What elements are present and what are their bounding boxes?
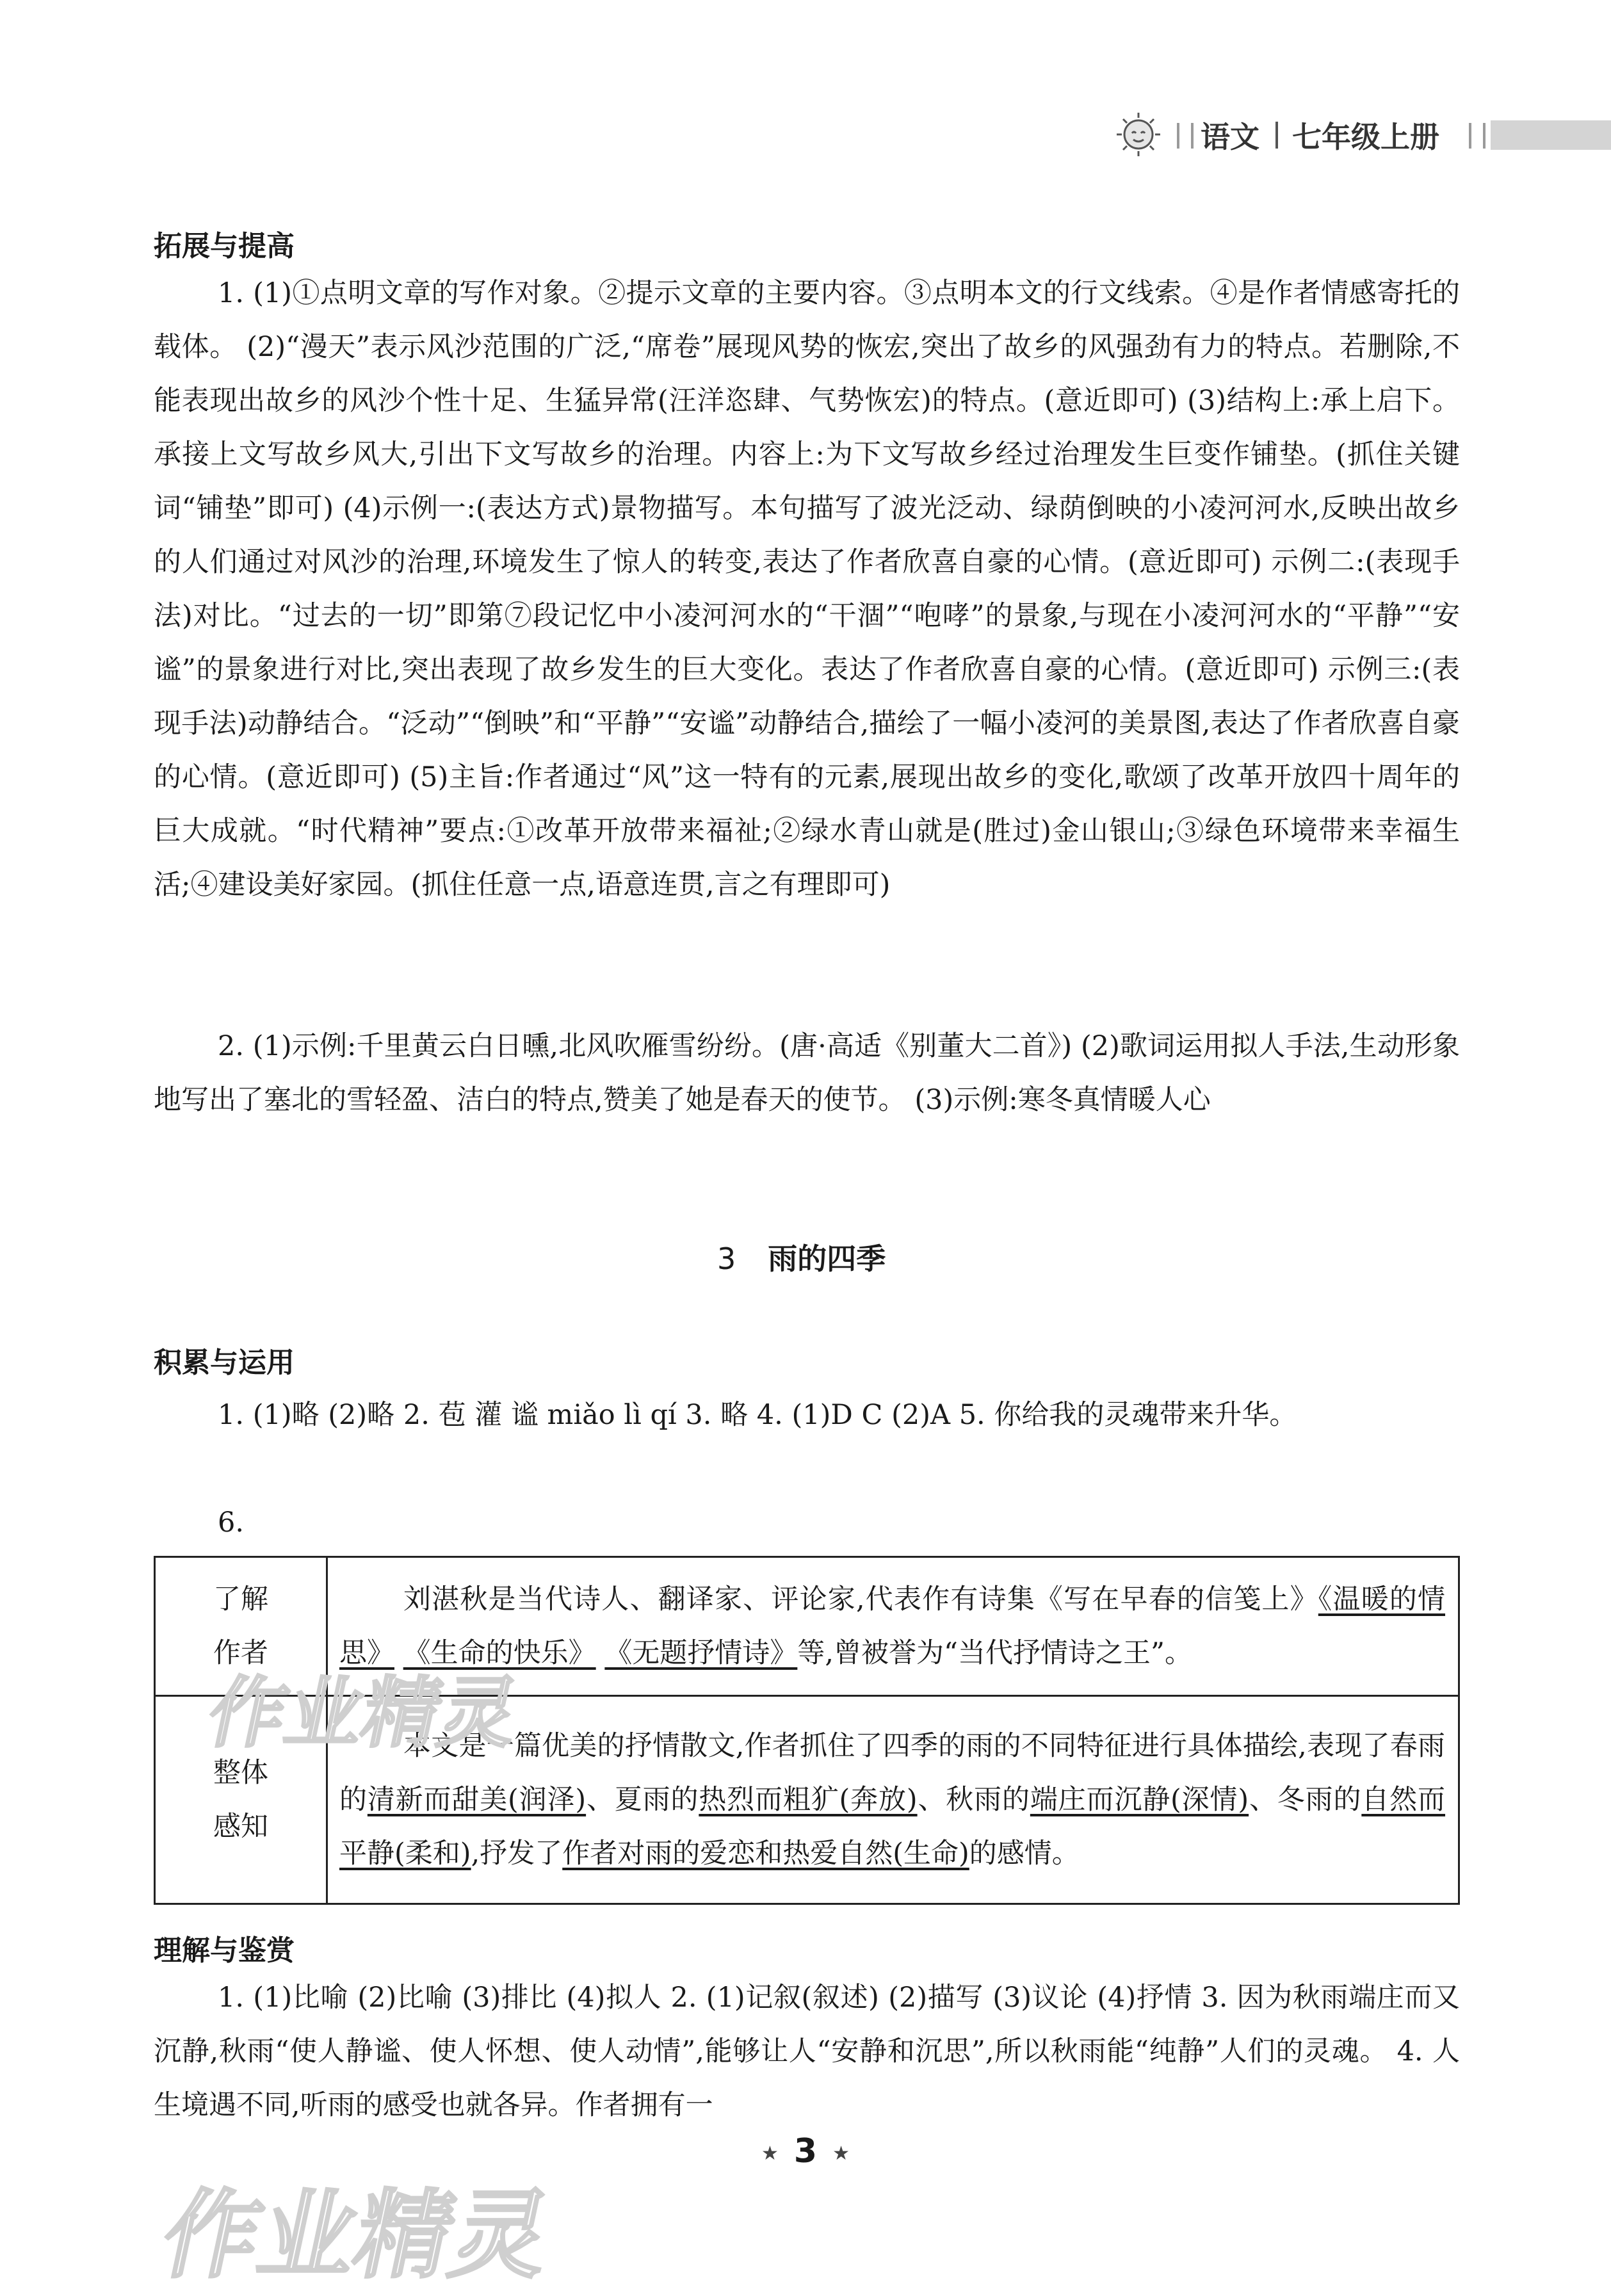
body-text: ,抒发了 bbox=[471, 1838, 563, 1870]
answer-paragraph: 1. (1)比喻 (2)比喻 (3)排比 (4)拟人 2. (1)记叙(叙述) (2)描写 (3)议论 (4)抒情 3. 因为秋雨端庄而又沉静,秋雨“使人静谧、使人怀想、使人动情”,能够让人“安静和沉思”,所以秋雨能“纯静”人们的灵魂。 4. 人生境遇不同,听雨的感受也就各异。作者拥有一 bbox=[154, 1982, 1460, 2121]
underlined-answer: 热烈而粗犷(奔放) bbox=[699, 1784, 918, 1816]
header-divider-bars bbox=[1177, 123, 1194, 149]
lesson-number: 3 bbox=[717, 1241, 736, 1276]
sun-mascot-icon bbox=[1113, 109, 1164, 160]
body-text: 、冬雨的 bbox=[1249, 1784, 1362, 1816]
row-head-line: 作者 bbox=[213, 1637, 268, 1669]
section-heading-accumulation: 积累与运用 bbox=[154, 1346, 295, 1379]
page-number: 3 bbox=[793, 2132, 818, 2171]
header-separator bbox=[1275, 122, 1278, 149]
underlined-work: 《写在早春的信笺上》 bbox=[1035, 1583, 1318, 1615]
underlined-work: 《温暖的情思》 bbox=[339, 1583, 1446, 1669]
body-text: 等,曾被誉为“当代抒情诗之王”。 bbox=[797, 1637, 1192, 1669]
header-subject: 语文 bbox=[1201, 120, 1259, 154]
section-heading-extension: 拓展与提高 bbox=[154, 230, 295, 263]
body-text: 刘湛秋是当代诗人、翻译家、评论家,代表作有诗集 bbox=[403, 1583, 1035, 1615]
header-divider-bars bbox=[1469, 123, 1486, 149]
answer-paragraph: 1. (1)略 (2)略 2. 苞 灌 谧 miǎo lì qí 3. 略 4. (1)D C (2)A 5. 你给我的灵魂带来升华。 bbox=[218, 1399, 1297, 1431]
star-icon: ★ bbox=[761, 2142, 779, 2165]
watermark: 作业精灵 bbox=[200, 1669, 527, 1758]
body-text: 的感情。 bbox=[969, 1838, 1080, 1870]
answer-paragraph: 1. (1)①点明文章的写作对象。②提示文章的主要内容。③点明本文的行文线索。④是作者情感寄托的载体。 (2)“漫天”表示风沙范围的广泛,“席卷”展现风势的恢宏,突出了故乡的风强劲有力的特点。若删除,不能表现出故乡的风沙个性十足、生猛异常(汪洋恣肆、气势恢宏)的特点。(意近即可) (3)结构上:承上启下。承接上文写故乡风大,引出下文写故乡的治理。内容上:为下文写故乡经过治理发生巨变作铺垫。(抓住关键词“铺垫”即可) (4)示例一:(表达方式)景物描写。本句描写了波光泛动、绿荫倒映的小凌河河水,反映出故乡的人们通过对风沙的治理,环境发生了惊人的转变,表达了作者欣喜自豪的心情。(意近即可) 示例二:(表现手法)对比。“过去的一切”即第⑦段记忆中小凌河河水的“干涸”“咆哮”的景象,与现在小凌河河水的“平静”“安谧”的景象进行对比,突出表现了故乡发生的巨大变化。表达了作者欣喜自豪的心情。(意近即可) 示例三:(表现手法)动静结合。“泛动”“倒映”和“平静”“安谧”动静结合,描绘了一幅小凌河的美景图,表达了作者欣喜自豪的心情。(意近即可) (5)主旨:作者通过“风”这一特有的元素,展现出故乡的变化,歌颂了改革开放四十周年的巨大成就。“时代精神”要点:①改革开放带来福祉;②绿水青山就是(胜过)金山银山;③绿色环境带来幸福生活;④建设美好家园。(抓住任意一点,语意连贯,言之有理即可) bbox=[154, 277, 1460, 901]
row-head-line: 感知 bbox=[213, 1811, 268, 1843]
header-band bbox=[1491, 120, 1611, 150]
underlined-answer: 作者对雨的爱恋和热爱自然(生命) bbox=[562, 1838, 969, 1870]
underlined-work: 《无题抒情诗》 bbox=[604, 1637, 798, 1669]
lesson-title bbox=[717, 1236, 886, 1278]
body-text: 本文是一篇优美的抒情散文,作者抓住了四季的雨的不同特征进行具体描绘,表现了春雨的 bbox=[339, 1730, 1445, 1816]
row-head-line: 整体 bbox=[213, 1757, 268, 1789]
header-grade: 七年级上册 bbox=[1292, 120, 1439, 154]
underlined-answer: 自然而平静(柔和) bbox=[339, 1784, 1446, 1870]
underlined-answer: 端庄而沉静(深情) bbox=[1030, 1784, 1249, 1816]
star-icon: ★ bbox=[832, 2142, 850, 2165]
underlined-work: 《生命的快乐》 bbox=[403, 1637, 596, 1669]
underlined-answer: 清新而甜美(润泽) bbox=[367, 1784, 587, 1816]
section-heading-appreciation: 理解与鉴赏 bbox=[154, 1934, 295, 1967]
lesson-name: 雨的四季 bbox=[768, 1241, 886, 1276]
answer-paragraph: 6. bbox=[218, 1507, 245, 1539]
page-header bbox=[1089, 109, 1611, 160]
answer-paragraph: 2. (1)示例:千里黄云白日曛,北风吹雁雪纷纷。(唐·高适《别董大二首》) (2)歌词运用拟人手法,生动形象地写出了塞北的雪轻盈、洁白的特点,赞美了她是春天的使节。 (3)示例:寒冬真情暖人心 bbox=[154, 1030, 1460, 1116]
body-text: 、秋雨的 bbox=[917, 1784, 1030, 1816]
row-head-line: 了解 bbox=[213, 1583, 268, 1615]
watermark: 作业精灵 bbox=[152, 2180, 561, 2292]
body-text: 、夏雨的 bbox=[586, 1784, 699, 1816]
